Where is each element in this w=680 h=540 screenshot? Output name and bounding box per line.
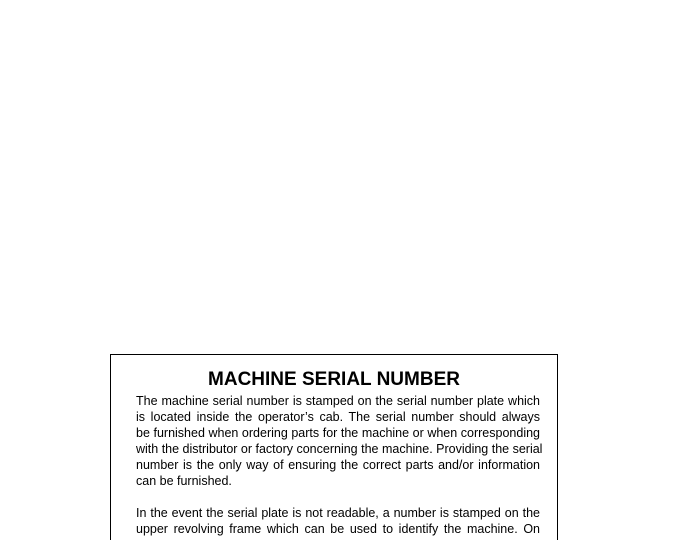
- paragraph-1-line: is located inside the operator’s cab. The serial number should always: [136, 410, 540, 424]
- notice-title: MACHINE SERIAL NUMBER: [208, 369, 460, 390]
- paragraph-1-line: number is the only way of ensuring the correct parts and/or information: [136, 458, 540, 472]
- serial-number-notice-box: [110, 354, 558, 540]
- notice-paragraph-1: [136, 393, 543, 489]
- paragraph-1-line: The machine serial number is stamped on the serial number plate which: [136, 394, 540, 408]
- paragraph-1-line: can be furnished.: [136, 474, 232, 488]
- paragraph-1-line: with the distributor or factory concerning the machine. Providing the serial: [136, 442, 543, 456]
- notice-paragraph-2: [136, 505, 540, 537]
- paragraph-2-line: In the event the serial plate is not readable, a number is stamped on the: [136, 506, 540, 520]
- paragraph-2-line: upper revolving frame which can be used to identify the machine. On: [136, 522, 540, 536]
- paragraph-1-line: be furnished when ordering parts for the machine or when corresponding: [136, 426, 540, 440]
